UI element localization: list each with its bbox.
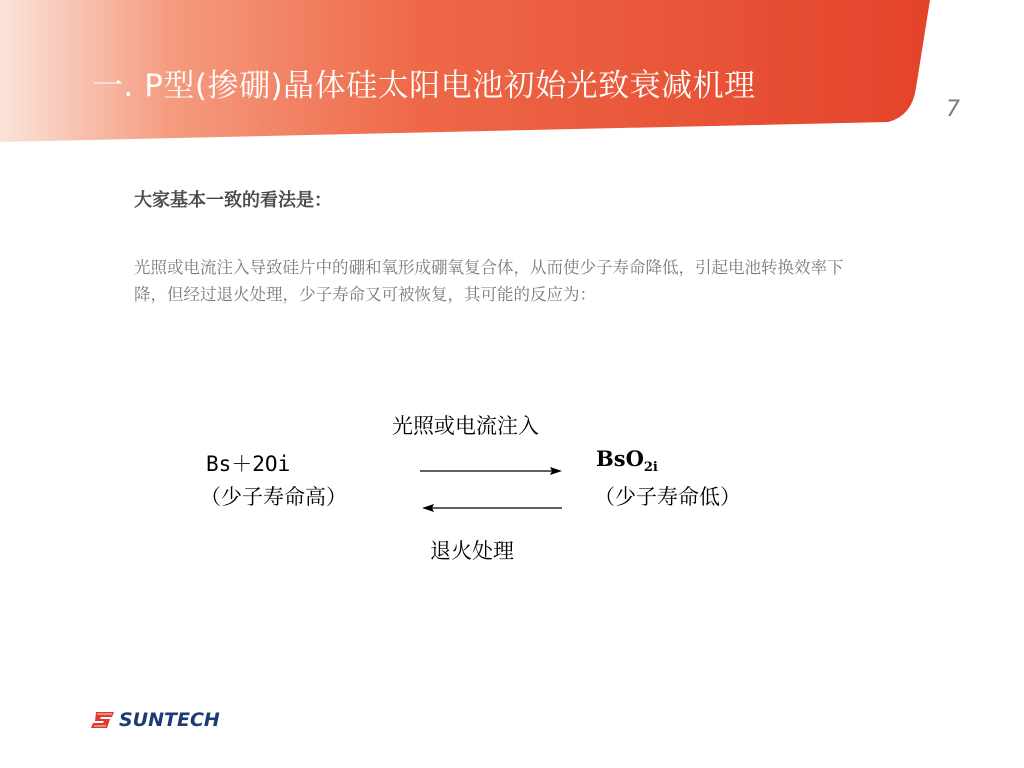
section-heading: 大家基本一致的看法是： bbox=[134, 190, 332, 211]
slide-title: 一. P型(掺硼)晶体硅太阳电池初始光致衰减机理 bbox=[92, 68, 756, 104]
suntech-logo bbox=[90, 708, 240, 734]
product-lifetime-note: （少子寿命低） bbox=[594, 485, 741, 509]
forward-condition-label: 光照或电流注入 bbox=[392, 414, 539, 438]
forward-arrow bbox=[420, 467, 562, 475]
body-paragraph: 光照或电流注入导致硅片中的硼和氧形成硼氧复合体，从而使少子寿命降低，引起电池转换效率下降，但经过退火处理，少子寿命又可被恢复，其可能的反应为： bbox=[134, 258, 844, 304]
reverse-condition-label: 退火处理 bbox=[430, 539, 514, 563]
logo-text: SUNTECH bbox=[119, 709, 220, 731]
reaction-arrows bbox=[416, 460, 576, 520]
page-number: 7 bbox=[946, 97, 960, 122]
product-formula-subscript: 2i bbox=[643, 460, 658, 476]
suntech-s-mark-icon bbox=[90, 710, 116, 730]
reactant-formula: Bs＋2Oi bbox=[206, 452, 291, 476]
product-formula-main: BsO bbox=[596, 446, 644, 471]
product-formula bbox=[596, 446, 658, 475]
reverse-arrow bbox=[422, 504, 562, 512]
reactant-lifetime-note: （少子寿命高） bbox=[200, 485, 347, 509]
